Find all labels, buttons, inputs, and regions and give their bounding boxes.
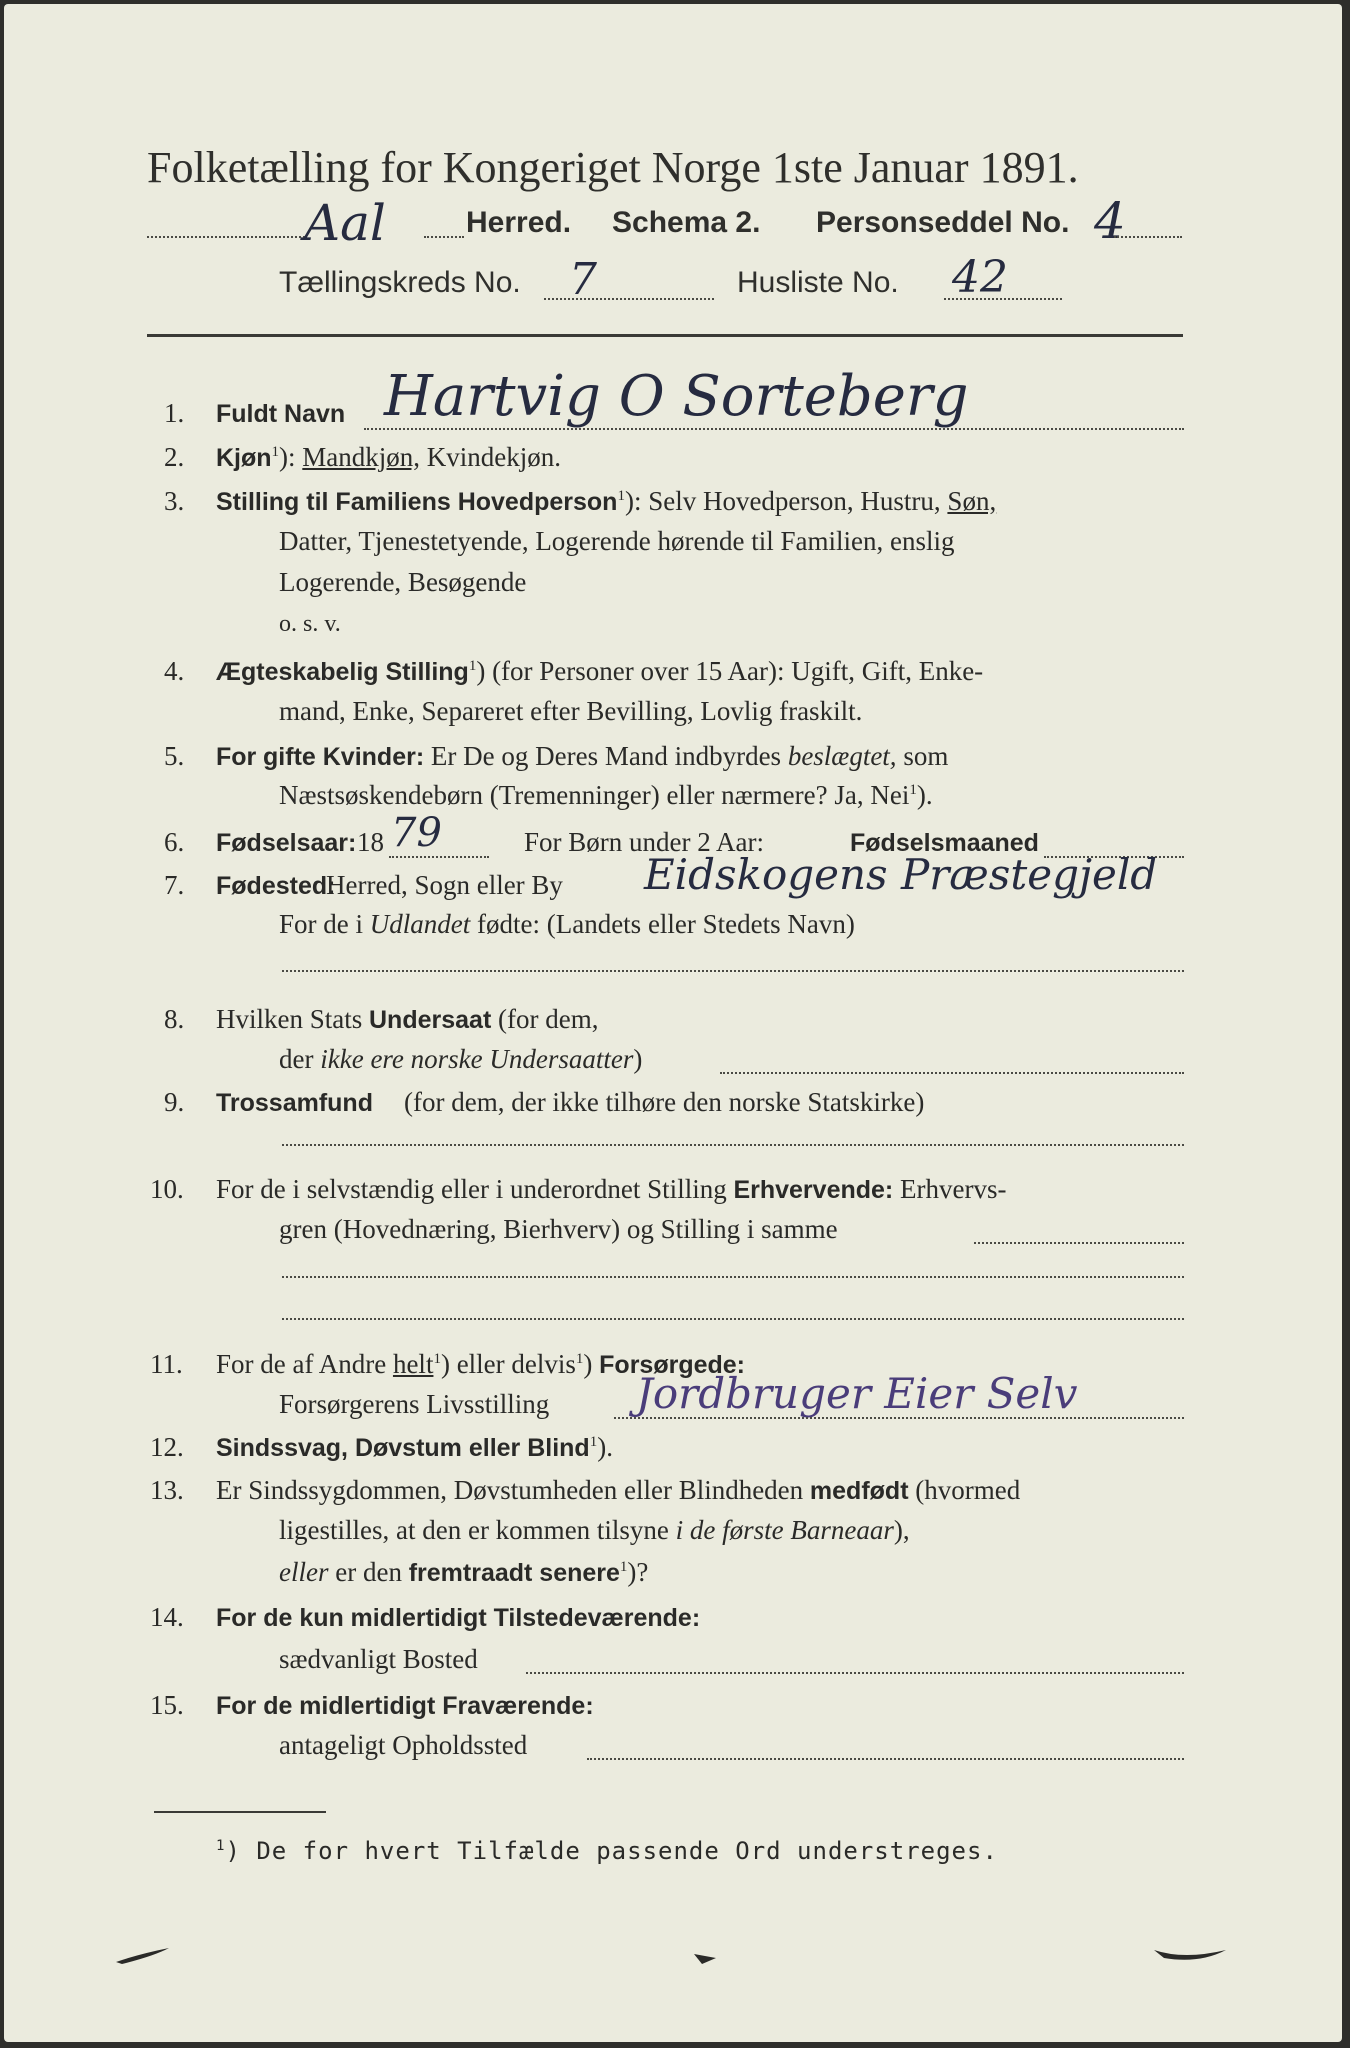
field-7-value: Eidskogens Præstegjeld: [644, 850, 1158, 899]
field-13-number: 13.: [150, 1475, 184, 1505]
field-10-line1-text: For de i selvstændig eller i underordnet Stilling: [216, 1174, 727, 1204]
field-14-line1: [216, 1602, 700, 1633]
field-11-bold: Forsørgede:: [599, 1351, 746, 1379]
field-13-line3-text: er den: [335, 1557, 402, 1587]
field-11-sup-2: 1: [575, 1351, 584, 1367]
field-13-line3-end: )?: [627, 1557, 649, 1587]
field-8-line1-bold: Undersaat: [369, 1006, 492, 1034]
field-10-line1-bold: Erhvervende:: [733, 1176, 894, 1204]
field-10-dots-1: [974, 1242, 1184, 1244]
field-13-line1: [216, 1475, 1020, 1506]
footnote-text: ) De for hvert Tilfælde passende Ord understreges.: [225, 1837, 998, 1865]
field-6-label: Fødselsaar:: [216, 829, 357, 857]
field-5-line2: [279, 780, 933, 811]
field-3-line1-text: ): Selv Hovedperson, Hustru,: [624, 486, 941, 516]
field-1-number: 1.: [164, 398, 185, 428]
field-7-line2: [279, 909, 855, 940]
field-13-line3: [279, 1557, 648, 1588]
field-7-label: Fødested:: [216, 872, 336, 900]
field-13-line3-italic: eller: [279, 1557, 329, 1587]
field-8-line1: [216, 1004, 598, 1035]
field-11-post: ): [583, 1349, 593, 1379]
ink-mark-left: [116, 1948, 169, 1964]
field-5-line1: [216, 741, 948, 772]
field-6-value: 79: [391, 810, 442, 856]
ink-marks: [4, 1934, 1342, 1994]
field-9-label: Trossamfund: [216, 1089, 373, 1117]
field-8-line1-post: (for dem,: [498, 1004, 599, 1034]
field-10-dots-2: [282, 1276, 1184, 1278]
field-13-line2-italic: i de første Barneaar: [675, 1515, 894, 1545]
field-12-end: ).: [597, 1432, 613, 1462]
personseddel-label: Personseddel No.: [816, 206, 1070, 239]
field-14-line1-bold: midlertidigt Tilstedeværende:: [350, 1604, 701, 1632]
field-11-value: Jordbruger Eier Selv: [636, 1369, 1078, 1418]
herred-label: Herred.: [466, 206, 572, 239]
field-14-number: 14.: [150, 1602, 184, 1632]
field-2-option-kvindekjon: Kvindekjøn.: [426, 442, 562, 472]
field-10-line1-end: Erhvervs-: [900, 1174, 1007, 1204]
field-12-number: 12.: [150, 1432, 184, 1462]
herred-dots-right: [424, 236, 464, 238]
field-5-label-pre: For: [216, 743, 257, 771]
field-3-line3: Logerende, Besøgende: [279, 567, 527, 597]
kreds-label: Tællingskreds No.: [279, 266, 521, 299]
field-6-year-dots: [389, 856, 489, 858]
field-11-line1-pre: For de af Andre: [216, 1349, 387, 1379]
form-title: Folketælling for Kongeriget Norge 1ste Januar 1891.: [147, 143, 1079, 192]
ink-mark-right: [1154, 1950, 1226, 1960]
field-7-line2-pre: For de i: [279, 909, 363, 939]
field-3-line2: Datter, Tjenestetyende, Logerende hørende til Familien, enslig: [279, 526, 955, 556]
field-8-line2: [279, 1044, 642, 1075]
field-15-line1-pre: For de: [216, 1692, 293, 1720]
field-14-line2: sædvanligt Bosted: [279, 1644, 478, 1674]
kreds-value: 7: [569, 254, 597, 305]
field-13-line3-bold: fremtraadt senere: [408, 1559, 620, 1587]
field-3-option-son: Søn,: [947, 486, 997, 516]
field-15-line2: antageligt Opholdssted: [279, 1730, 528, 1760]
field-5-line1-end: som: [903, 741, 949, 771]
field-10-line1: [216, 1174, 1006, 1205]
field-13-line2-text: ligestilles, at den er kommen tilsyne: [279, 1515, 669, 1545]
field-2-sup: 1: [271, 444, 280, 460]
field-11-dots: [614, 1417, 1184, 1419]
field-5-line2-end: ).: [916, 780, 933, 810]
field-7-line2-italic: Udlandet: [369, 909, 471, 939]
field-4-sup: 1: [468, 658, 477, 674]
field-9-dots: [282, 1144, 1184, 1146]
header-rule: [147, 334, 1183, 337]
field-3-line4: o. s. v.: [279, 611, 341, 637]
field-5-label: gifte Kvinder:: [263, 743, 425, 771]
field-3-label: Stilling til Familiens Hovedperson: [216, 488, 618, 516]
field-1-label: Fuldt Navn: [216, 400, 346, 428]
field-15-line1-bold: midlertidigt Fraværende:: [299, 1692, 594, 1720]
field-15-line1: [216, 1690, 594, 1721]
herred-dots-left: [147, 236, 305, 238]
field-15-dots: [587, 1758, 1184, 1760]
footnote-rule: [154, 1811, 326, 1813]
field-5-line1-text: Er De og Deres Mand indbyrdes: [430, 741, 782, 771]
footnote-sup: 1: [216, 1838, 226, 1854]
field-13-line1-bold: medfødt: [809, 1477, 909, 1505]
ink-mark-center: [694, 1954, 716, 1964]
field-6-number: 6.: [164, 827, 185, 857]
field-14-line1-pre: For de kun: [216, 1604, 344, 1632]
field-8-line2-italic: ikke ere norske Undersaatter: [320, 1044, 634, 1074]
field-11-helt: helt: [392, 1349, 434, 1379]
field-13-line2-end: ),: [893, 1515, 910, 1545]
schema-label: Schema 2.: [612, 206, 761, 239]
kreds-dots: [544, 298, 714, 300]
field-8-line2-pre: der: [279, 1044, 314, 1074]
field-13-line1-end: (hvormed: [915, 1475, 1021, 1505]
field-5-line2-text: Næstsøskendebørn (Tremenninger) eller nærmere? Ja, Nei: [279, 780, 910, 810]
field-8-line1-pre: Hvilken Stats: [216, 1004, 363, 1034]
field-13-line2: [279, 1515, 910, 1546]
field-5-number: 5.: [164, 741, 185, 771]
field-6-text: For Børn under 2 Aar:: [524, 827, 764, 857]
census-form-page: [4, 4, 1342, 2042]
field-14-dots: [526, 1672, 1184, 1674]
field-4-label: Ægteskabelig Stilling: [216, 658, 469, 686]
field-7-line2-post: fødte: (Landets eller Stedets Navn): [477, 909, 855, 939]
field-3-line1: [216, 486, 996, 517]
herred-value: Aal: [304, 194, 386, 252]
field-10-line2: gren (Hovednæring, Bierhverv) og Stilling i samme: [279, 1214, 838, 1244]
personseddel-dots: [1114, 236, 1182, 238]
field-11-mid: ) eller delvis: [440, 1349, 576, 1379]
field-12-label: Sindssvag, Døvstum eller Blind: [216, 1434, 590, 1462]
field-10-number: 10.: [150, 1174, 184, 1204]
field-8-dots: [720, 1072, 1184, 1074]
field-12-sup: 1: [589, 1434, 598, 1450]
field-2-number: 2.: [164, 442, 185, 472]
field-4-line2: mand, Enke, Separeret efter Bevilling, Lovlig fraskilt.: [279, 696, 863, 726]
field-13-line1-text: Er Sindssygdommen, Døvstumheden eller Blindheden: [216, 1475, 804, 1505]
field-3-number: 3.: [164, 486, 185, 516]
field-11-line2: Forsørgerens Livsstilling: [279, 1389, 550, 1419]
field-7-text: Herred, Sogn eller By: [326, 870, 563, 900]
footnote: [216, 1837, 998, 1865]
field-11-number: 11.: [150, 1349, 183, 1379]
field-2-label: Kjøn: [216, 444, 272, 472]
field-9-text: (for dem, der ikke tilhøre den norske Statskirke): [404, 1087, 925, 1117]
field-1-value: Hartvig O Sorteberg: [384, 364, 969, 429]
field-2-row: [216, 442, 561, 473]
field-10-dots-3: [282, 1318, 1184, 1320]
husliste-dots: [944, 298, 1062, 300]
field-6-label2: Fødselsmaaned: [850, 829, 1039, 857]
field-7-dots: [282, 970, 1184, 972]
field-6-prefix: 18: [357, 827, 384, 857]
personseddel-value: 4: [1094, 192, 1126, 250]
field-2-option-mandkjon: Mandkjøn,: [302, 442, 421, 472]
field-4-number: 4.: [164, 656, 185, 686]
field-12-line: [216, 1432, 613, 1463]
field-3-sup: 1: [617, 488, 625, 504]
field-8-line2-post: ): [633, 1044, 643, 1074]
field-7-number: 7.: [164, 870, 185, 900]
field-13-sup: 1: [619, 1559, 628, 1575]
field-9-number: 9.: [164, 1087, 185, 1117]
husliste-value: 42: [952, 252, 1008, 303]
husliste-label: Husliste No.: [737, 266, 899, 299]
field-5-sup: 1: [909, 782, 917, 798]
field-11-sup-1: 1: [433, 1351, 441, 1367]
field-8-number: 8.: [164, 1004, 185, 1034]
field-5-line1-italic: beslægtet,: [787, 741, 897, 771]
field-4-line1-text: ) (for Personer over 15 Aar): Ugift, Gift, Enke-: [476, 656, 984, 686]
field-2-colon: ):: [279, 442, 296, 472]
field-1-dots: [364, 428, 1184, 430]
field-15-number: 15.: [150, 1690, 184, 1720]
field-4-line1: [216, 656, 983, 687]
